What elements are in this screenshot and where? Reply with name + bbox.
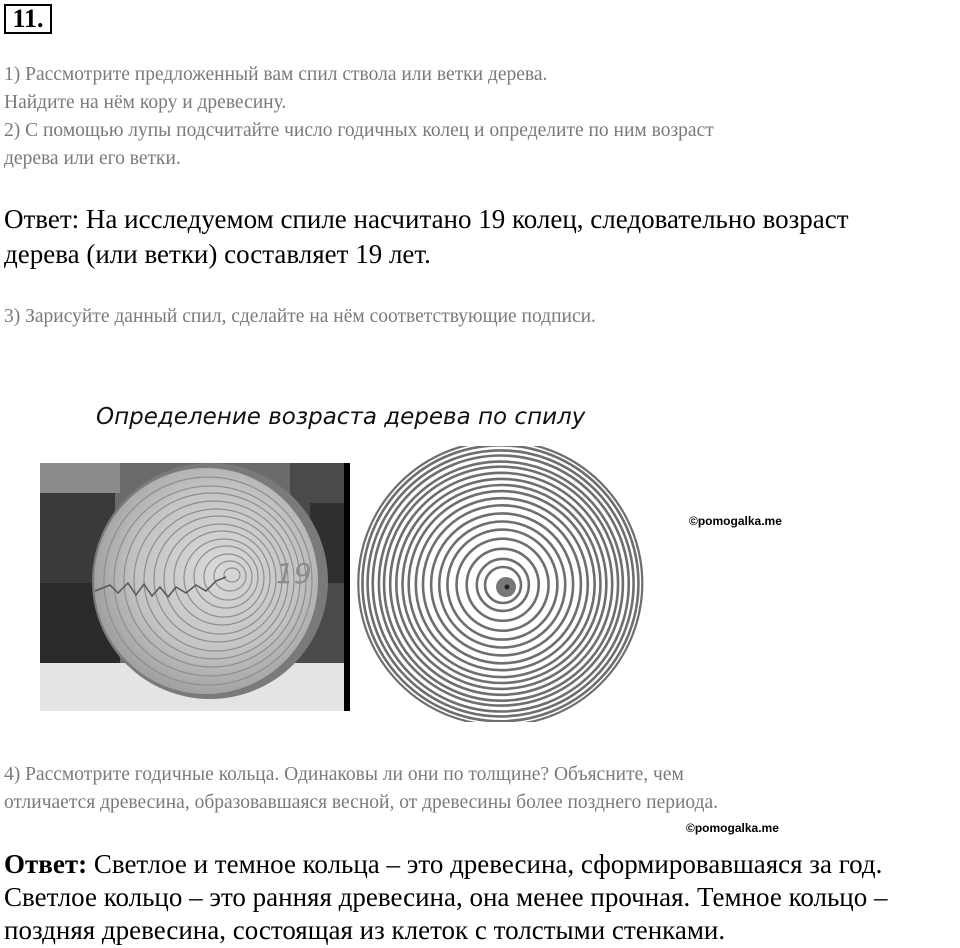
- answer-2-line: [4, 847, 882, 882]
- watermark: ©pomogalka.me: [689, 514, 782, 528]
- answer-label: Ответ:: [4, 849, 88, 879]
- instruction-4-line: отличается древесина, образовавшаяся весной, от древесины более позднего периода.: [4, 792, 719, 813]
- photo-ring-count-label: 19: [276, 557, 312, 590]
- instruction-line: 2) С помощью лупы подсчитайте число годичных колец и определите по ним возраст: [4, 120, 714, 141]
- answer-2-line: Светлое кольцо – это ранняя древесина, она менее прочная. Темное кольцо –: [4, 882, 888, 912]
- figure-title: Определение возраста дерева по спилу: [96, 404, 586, 430]
- instruction-line: дерева или его ветки.: [4, 148, 181, 169]
- tree-cut-photo: [40, 463, 350, 711]
- watermark: ©pomogalka.me: [686, 821, 779, 835]
- pith-center: [505, 585, 510, 590]
- instruction-3: 3) Зарисуйте данный спил, сделайте на нём соответствующие подписи.: [4, 306, 596, 327]
- answer-text: Светлое и темное кольца – это древесина, сформировавшаяся за год.: [87, 849, 883, 879]
- rings-diagram: [356, 446, 648, 722]
- instruction-line: Найдите на нём кору и древесину.: [4, 92, 287, 113]
- answer-line: Ответ: На исследуемом спиле насчитано 19 колец, следовательно возраст: [4, 204, 849, 234]
- task-number: 11.: [4, 4, 52, 34]
- instruction-line: 1) Рассмотрите предложенный вам спил ствола или ветки дерева.: [4, 64, 548, 85]
- answer-2-line: поздняя древесина, состоящая из клеток с толстыми стенками.: [4, 915, 726, 945]
- answer-line: дерева (или ветки) составляет 19 лет.: [4, 239, 431, 269]
- instruction-4-line: 4) Рассмотрите годичные кольца. Одинаковы ли они по толщине? Объясните, чем: [4, 764, 684, 785]
